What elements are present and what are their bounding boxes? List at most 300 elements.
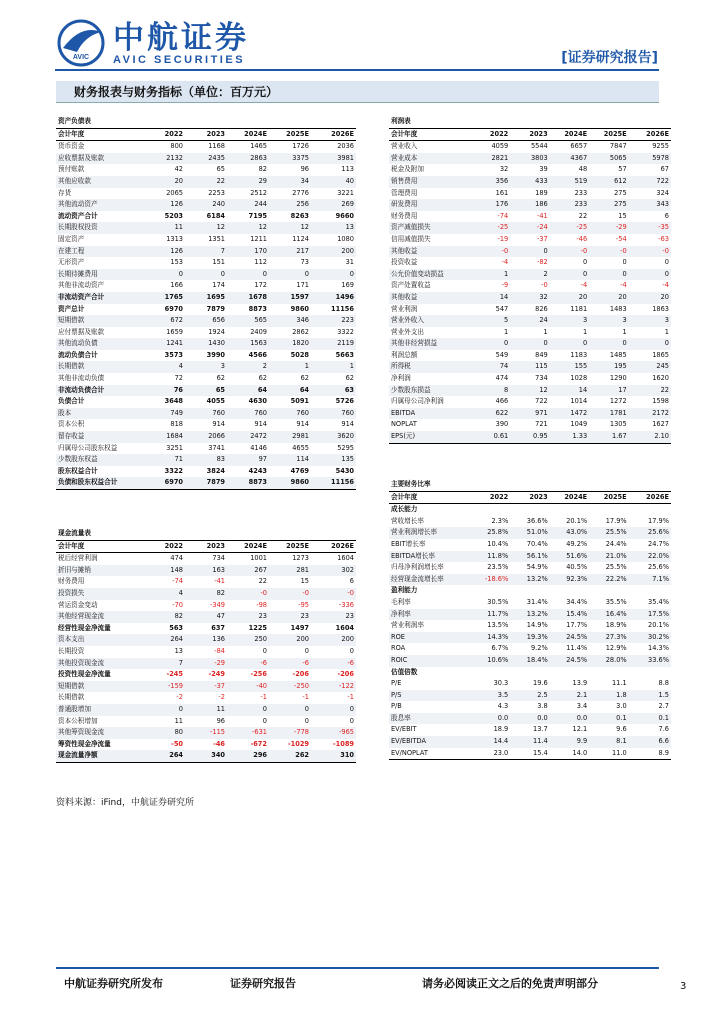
table-row — [56, 246, 356, 258]
table-cell-value: 54.9% — [526, 563, 548, 572]
table-section-title — [389, 479, 671, 491]
table-cell-value: 15.4 — [510, 748, 549, 760]
table-cell-value: 2025E — [589, 491, 628, 504]
table-cell-label: 其他非流动资产 — [58, 281, 105, 290]
table-cell-value: -98 — [256, 600, 267, 609]
table-cell-value: 13.2% — [510, 574, 549, 586]
table-row — [389, 516, 671, 528]
table-cell-value: 8263 — [290, 211, 309, 220]
table-cell-label: 流动负债合计 — [58, 350, 98, 359]
table-cell-value: 2132 — [143, 153, 185, 165]
table-cell-value: 2023 — [510, 491, 549, 504]
table-cell-value: 217 — [269, 246, 311, 258]
table-cell-value: 264 — [143, 750, 185, 762]
table-cell-value: 62 — [345, 374, 354, 383]
table-cell-value: 29 — [227, 176, 269, 188]
table-row — [56, 373, 356, 385]
table-row — [56, 385, 356, 397]
table-cell-value: -0 — [471, 246, 510, 258]
table-cell-value: 3322 — [337, 327, 354, 336]
table-cell-value: 3375 — [269, 153, 311, 165]
table-cell-value: 1168 — [208, 142, 225, 151]
table-cell-value: 2172 — [629, 408, 671, 420]
table-cell-value: -46 — [576, 234, 588, 243]
table-cell-value: 2.1 — [550, 690, 589, 702]
table-cell-value: 40.5% — [566, 563, 588, 572]
table-row — [389, 385, 671, 397]
table-cell-value: 11.4% — [566, 644, 588, 653]
table-cell-value: 67 — [660, 165, 669, 174]
table-cell-value: -40 — [227, 681, 269, 693]
table-cell-value: 1 — [664, 327, 669, 336]
table-cell-value: 20 — [629, 292, 671, 304]
table-cell-label: 其他收益 — [389, 246, 471, 258]
table-cell-value: 3 — [589, 315, 628, 327]
table-cell-value: 0 — [304, 646, 309, 655]
table-cell-value: 174 — [212, 281, 225, 290]
table-cell-value: -54 — [615, 234, 627, 243]
table-cell-value: 2 — [510, 269, 549, 281]
table-cell-value: -349 — [210, 600, 225, 609]
table-cell-value: -0 — [311, 588, 356, 600]
table-row — [56, 269, 356, 281]
table-cell-value: 1659 — [166, 327, 183, 336]
table-cell-value: 9.6 — [616, 725, 627, 734]
table-cell-label: EBITDA — [389, 408, 471, 420]
table-cell-value: 656 — [185, 315, 227, 327]
footer-report-type: 证券研究报告 — [230, 977, 296, 990]
table-cell-label: 其他应收款 — [56, 176, 143, 188]
table-cell-label: 投资损失 — [56, 588, 143, 600]
table-cell-value: 722 — [535, 397, 548, 406]
table-cell-value: 153 — [170, 258, 183, 267]
table-cell-label: ROE — [389, 632, 471, 644]
balance-sheet-table — [56, 116, 356, 490]
table-cell-value: 4630 — [248, 397, 267, 406]
table-cell-label: 营收增长率 — [391, 516, 424, 525]
table-cell-value: 136 — [185, 634, 227, 646]
table-cell-label: 应收票据及账款 — [56, 153, 143, 165]
table-cell-value: 734 — [535, 374, 548, 383]
table-cell-label: 归属母公司净利润 — [391, 397, 444, 406]
table-cell-value: 267 — [227, 565, 269, 577]
table-cell-value: 1924 — [208, 327, 225, 336]
table-cell-label: 归母净利润增长率 — [391, 563, 444, 572]
table-row — [56, 396, 356, 408]
table-cell-value: 18.9 — [493, 725, 509, 734]
table-cell-value: 2066 — [185, 431, 227, 443]
table-cell-value: 7 — [185, 246, 227, 258]
table-cell-value: 0 — [311, 269, 356, 281]
table-cell-value: 0 — [227, 704, 269, 716]
table-cell-label: 投资收益 — [391, 258, 418, 267]
table-cell-value: 12.1 — [572, 725, 588, 734]
table-row — [56, 611, 356, 623]
table-cell-label: 短期借款 — [56, 315, 143, 327]
table-cell-value: 275 — [589, 199, 628, 211]
table-cell-value: -778 — [269, 727, 311, 739]
table-cell-value: 15 — [618, 211, 627, 220]
table-cell-value: 734 — [212, 554, 225, 563]
table-cell-value: 324 — [656, 188, 669, 197]
table-cell-value: 474 — [170, 554, 183, 563]
table-cell-value: 14.3% — [648, 644, 669, 653]
table-cell-value: 0 — [622, 258, 627, 267]
table-cell-label: 股东权益合计 — [58, 466, 98, 475]
table-cell-value: 466 — [495, 397, 509, 406]
table-cell-value: 1620 — [652, 374, 669, 383]
table-cell-value: 20 — [143, 176, 185, 188]
table-cell-value: 0 — [349, 716, 354, 725]
table-cell-value: 39 — [539, 165, 548, 174]
table-cell-value: 11.7% — [471, 609, 510, 621]
table-cell-value: 1496 — [311, 292, 356, 304]
table-cell-value: 148 — [143, 565, 185, 577]
table-cell-value: 71 — [143, 454, 185, 466]
table-cell-value: 32 — [510, 292, 549, 304]
table-cell-label: 其他经营现金流 — [56, 611, 143, 623]
table-cell-value: 269 — [311, 199, 356, 211]
table-cell-label: 净利率 — [389, 609, 471, 621]
table-cell-value: 7847 — [609, 142, 627, 151]
table-cell-value: 22.2% — [589, 574, 628, 586]
table-cell-value: 1604 — [335, 623, 354, 632]
table-row — [56, 188, 356, 200]
table-section-title — [389, 116, 671, 128]
table-cell-value: -82 — [536, 258, 548, 267]
table-row — [56, 716, 356, 728]
table-cell-value: 0 — [550, 269, 589, 281]
table-cell-value: 34.4% — [566, 597, 588, 606]
table-row — [389, 292, 671, 304]
table-row — [389, 562, 671, 574]
table-cell-value: 250 — [227, 634, 269, 646]
table-cell-label: 留存收益 — [56, 431, 143, 443]
table-cell-value: 1.33 — [550, 431, 589, 443]
footer-publisher: 中航证券研究所发布 — [64, 977, 163, 990]
table-row — [56, 292, 356, 304]
table-cell-label: 公允价值变动损益 — [389, 269, 471, 281]
table-cell-label: 非流动负债合计 — [56, 385, 143, 397]
table-cell-value: 1597 — [269, 292, 311, 304]
table-cell-value: 13.9 — [572, 679, 588, 688]
table-cell-label: 负债和股东权益合计 — [56, 477, 143, 489]
table-cell-value: 7879 — [185, 477, 227, 489]
table-cell-value: 5028 — [290, 350, 309, 359]
avic-logo-icon — [55, 18, 107, 68]
table-cell-label: 其他非流动负债 — [58, 374, 105, 383]
table-cell-value: 25.8% — [471, 527, 510, 539]
table-row — [389, 724, 671, 736]
table-cell-value: 7 — [143, 658, 185, 670]
table-cell-value: 1765 — [143, 292, 185, 304]
table-cell-value: -4 — [580, 281, 588, 290]
table-cell-value: 0 — [629, 269, 671, 281]
table-cell-label: 筹资性现金净流量 — [58, 739, 111, 748]
table-cell-label: 股本 — [56, 408, 143, 420]
table-cell-label: 税后经营利润 — [58, 554, 98, 563]
table-cell-label: P/E — [391, 679, 402, 688]
table-cell-value: 24.7% — [648, 539, 669, 548]
table-cell-value: 1028 — [570, 374, 588, 383]
table-row — [389, 153, 671, 165]
table-row — [56, 600, 356, 612]
table-row — [56, 588, 356, 600]
table-cell-value: -0 — [550, 246, 589, 258]
table-cell-value: -37 — [536, 234, 548, 243]
table-cell-value: 51.0% — [510, 527, 549, 539]
table-cell-value: -122 — [311, 681, 356, 693]
table-cell-value: 390 — [495, 420, 509, 429]
table-cell-value: 18.9% — [605, 621, 627, 630]
table-cell-value: 1430 — [185, 338, 227, 350]
table-cell-value: 2023 — [510, 128, 549, 141]
table-cell-value: 113 — [341, 165, 354, 174]
table-cell-value: 200 — [311, 246, 356, 258]
table-row — [389, 315, 671, 327]
table-cell-value: 0.0 — [510, 713, 549, 725]
table-cell-value: 4655 — [292, 443, 309, 452]
table-cell-value: -0 — [227, 588, 269, 600]
table-row — [389, 678, 671, 690]
table-cell-value: 0 — [582, 258, 588, 267]
table-cell-value: 14 — [471, 292, 510, 304]
table-cell-value: 4146 — [250, 443, 267, 452]
table-cell-label: P/S — [389, 690, 471, 702]
table-cell-label: 会计年度 — [56, 128, 143, 141]
table-cell-value: 97 — [227, 454, 269, 466]
table-cell-value: 233 — [574, 188, 588, 197]
table-cell-value: 17.9% — [648, 516, 669, 525]
table-row — [389, 620, 671, 632]
table-cell-value: 2036 — [337, 142, 354, 151]
table-cell-value: 3.0 — [616, 702, 627, 711]
table-cell-label: 在建工程 — [56, 246, 143, 258]
table-cell-value: 92.3% — [550, 574, 589, 586]
table-cell-value: 233 — [550, 199, 589, 211]
table-cell-value: 22 — [629, 385, 671, 397]
table-cell-value: 264 — [143, 634, 185, 646]
table-cell-label: 普通股增加 — [56, 704, 143, 716]
table-cell-value: 3620 — [311, 431, 356, 443]
table-cell-value: 0 — [589, 269, 628, 281]
table-cell-value: 1305 — [609, 420, 627, 429]
table-cell-value: -672 — [250, 739, 267, 748]
table-cell-value: 4 — [143, 588, 185, 600]
table-cell-value: 8873 — [248, 304, 267, 313]
table-cell-value: 14 — [550, 385, 589, 397]
table-cell-value: 5544 — [530, 142, 548, 151]
table-cell-value: 1485 — [609, 350, 627, 359]
table-row — [389, 609, 671, 621]
table-cell-value: 7195 — [248, 211, 267, 220]
table-cell-value: 19.6 — [533, 679, 548, 688]
table-cell-value: 3648 — [164, 397, 183, 406]
table-cell-value: 0 — [269, 269, 311, 281]
table-row — [389, 234, 671, 246]
table-cell-label: 营业利润增长率 — [389, 527, 471, 539]
table-cell-value: 0 — [629, 338, 671, 350]
table-row — [56, 576, 356, 588]
header-divider — [55, 69, 659, 71]
table-cell-value: 971 — [510, 408, 549, 420]
table-cell-value: 1563 — [227, 338, 269, 350]
table-cell-value: 1 — [471, 269, 510, 281]
table-cell-value: 474 — [495, 374, 509, 383]
table-cell-value: 4243 — [248, 466, 267, 475]
table-row — [389, 748, 671, 760]
table-row — [389, 701, 671, 713]
table-row — [56, 350, 356, 362]
table-cell-label: 其他收益 — [389, 292, 471, 304]
table-cell-value: 114 — [269, 454, 311, 466]
table-cell-value: 2022 — [143, 540, 185, 553]
table-cell-label: 财务费用 — [391, 211, 418, 220]
table-row — [56, 176, 356, 188]
table-cell-label: 其他非经营损益 — [389, 338, 471, 350]
table-cell-value: 28.0% — [589, 655, 628, 667]
table-cell-value: -25 — [550, 222, 589, 234]
table-row — [56, 477, 356, 489]
table-cell-value: 563 — [169, 623, 183, 632]
ratio-group-title: 盈利能力 — [391, 586, 418, 595]
table-cell-value: 2022 — [471, 491, 510, 504]
table-cell-label: 应付票据及账款 — [58, 327, 105, 336]
table-cell-value: 5091 — [290, 397, 309, 406]
table-cell-label: 其他流动负债 — [56, 338, 143, 350]
table-cell-label: 长期借款 — [58, 693, 85, 702]
table-cell-value: 2.3% — [491, 516, 509, 525]
table-cell-label: 股息率 — [389, 713, 471, 725]
table-cell-value: 760 — [311, 408, 356, 420]
table-cell-value: 17.7% — [566, 621, 588, 630]
table-row — [389, 597, 671, 609]
table-cell-value: 2435 — [185, 153, 227, 165]
table-cell-value: 5203 — [164, 211, 183, 220]
table-cell-value: 161 — [495, 188, 509, 197]
table-row — [56, 454, 356, 466]
table-cell-value: 1678 — [227, 292, 269, 304]
table-cell-value: 6.7% — [491, 644, 509, 653]
table-cell-value: 70.4% — [526, 539, 548, 548]
table-cell-value: -965 — [311, 727, 356, 739]
table-row — [56, 280, 356, 292]
table-cell-value: 82 — [258, 165, 267, 174]
table-cell-label: 归属母公司股东权益 — [58, 443, 118, 452]
table-cell-value: 17 — [589, 385, 628, 397]
table-cell-value: 9660 — [335, 211, 354, 220]
table-cell-value: 2119 — [311, 338, 356, 350]
table-cell-value: 622 — [471, 408, 510, 420]
table-cell-label: 非流动资产合计 — [56, 292, 143, 304]
table-cell-value: 16.4% — [589, 609, 628, 621]
table-cell-value: 12 — [510, 385, 549, 397]
table-cell-value: 11156 — [331, 304, 354, 313]
table-row — [56, 750, 356, 762]
table-cell-value: 96 — [300, 165, 309, 174]
table-cell-value: 223 — [311, 315, 356, 327]
income-statement-table — [389, 116, 671, 444]
table-row — [56, 338, 356, 350]
table-row — [56, 704, 356, 716]
table-cell-value: 1272 — [609, 397, 627, 406]
table-row — [389, 164, 671, 176]
table-cell-value: 171 — [296, 281, 309, 290]
table-cell-value: -35 — [629, 222, 671, 234]
table-cell-value: 126 — [143, 246, 185, 258]
table-cell-value: 200 — [269, 634, 311, 646]
table-cell-value: 818 — [170, 420, 183, 429]
table-cell-value: 1684 — [143, 431, 185, 443]
table-cell-value: -2 — [218, 693, 225, 702]
table-row — [56, 304, 356, 316]
data-source-note: 资料来源：iFind，中航证券研究所 — [56, 798, 194, 808]
table-cell-value: 2026E — [311, 540, 356, 553]
table-cell-value: 1290 — [609, 374, 627, 383]
table-cell-label: 营业成本 — [389, 153, 471, 165]
table-cell-value: 0 — [304, 716, 309, 725]
table-cell-value: 672 — [143, 315, 185, 327]
table-cell-value: 14.3% — [471, 632, 510, 644]
table-title: 资产负债表 — [58, 117, 91, 125]
table-cell-value: 30.3 — [493, 679, 509, 688]
ratio-group-row — [389, 667, 671, 679]
table-cell-value: -1089 — [332, 739, 354, 748]
table-cell-value: -6 — [311, 658, 356, 670]
table-cell-label: 经营现金流增长率 — [389, 574, 471, 586]
table-row — [389, 632, 671, 644]
table-cell-value: 5726 — [335, 397, 354, 406]
table-cell-label: 研发费用 — [389, 199, 471, 211]
ratio-group-title: 估值倍数 — [391, 667, 418, 676]
table-cell-value: 3.5 — [471, 690, 510, 702]
report-type-tag: [证券研究报告] — [561, 50, 658, 66]
table-cell-label: 其他筹资现金流 — [56, 727, 143, 739]
table-row — [389, 736, 671, 748]
table-cell-value: 1351 — [208, 234, 225, 243]
table-cell-value: 76 — [143, 385, 185, 397]
table-cell-value: 1124 — [292, 234, 309, 243]
table-cell-value: 2.5 — [510, 690, 549, 702]
table-cell-value: 82 — [185, 588, 227, 600]
table-cell-value: 296 — [227, 750, 269, 762]
table-cell-value: 356 — [471, 176, 510, 188]
ratio-group-row — [389, 504, 671, 516]
table-cell-value: 1211 — [250, 234, 267, 243]
table-cell-label: 营业收入 — [391, 142, 418, 151]
table-cell-value: 2025E — [589, 128, 628, 141]
table-cell-value: 2.7 — [658, 702, 669, 711]
table-cell-value: 3 — [629, 315, 671, 327]
table-cell-value: 281 — [269, 565, 311, 577]
table-cell-value: 914 — [296, 420, 309, 429]
table-cell-value: -18.6% — [471, 574, 510, 586]
table-cell-value: 2409 — [250, 327, 267, 336]
table-cell-value: 23 — [227, 611, 269, 623]
table-cell-value: 1.5 — [629, 690, 671, 702]
table-cell-value: -74 — [172, 577, 183, 586]
table-cell-value: 2024E — [227, 540, 269, 553]
table-cell-label: 资产处置收益 — [391, 281, 431, 290]
table-cell-value: 170 — [227, 246, 269, 258]
table-cell-value: 1726 — [292, 142, 309, 151]
table-cell-value: 65 — [216, 165, 225, 174]
table-row — [56, 692, 356, 704]
table-cell-value: 14.4 — [471, 736, 510, 748]
table-cell-value: 1 — [269, 361, 311, 373]
table-row — [56, 141, 356, 153]
table-cell-value: 8.1 — [589, 736, 628, 748]
